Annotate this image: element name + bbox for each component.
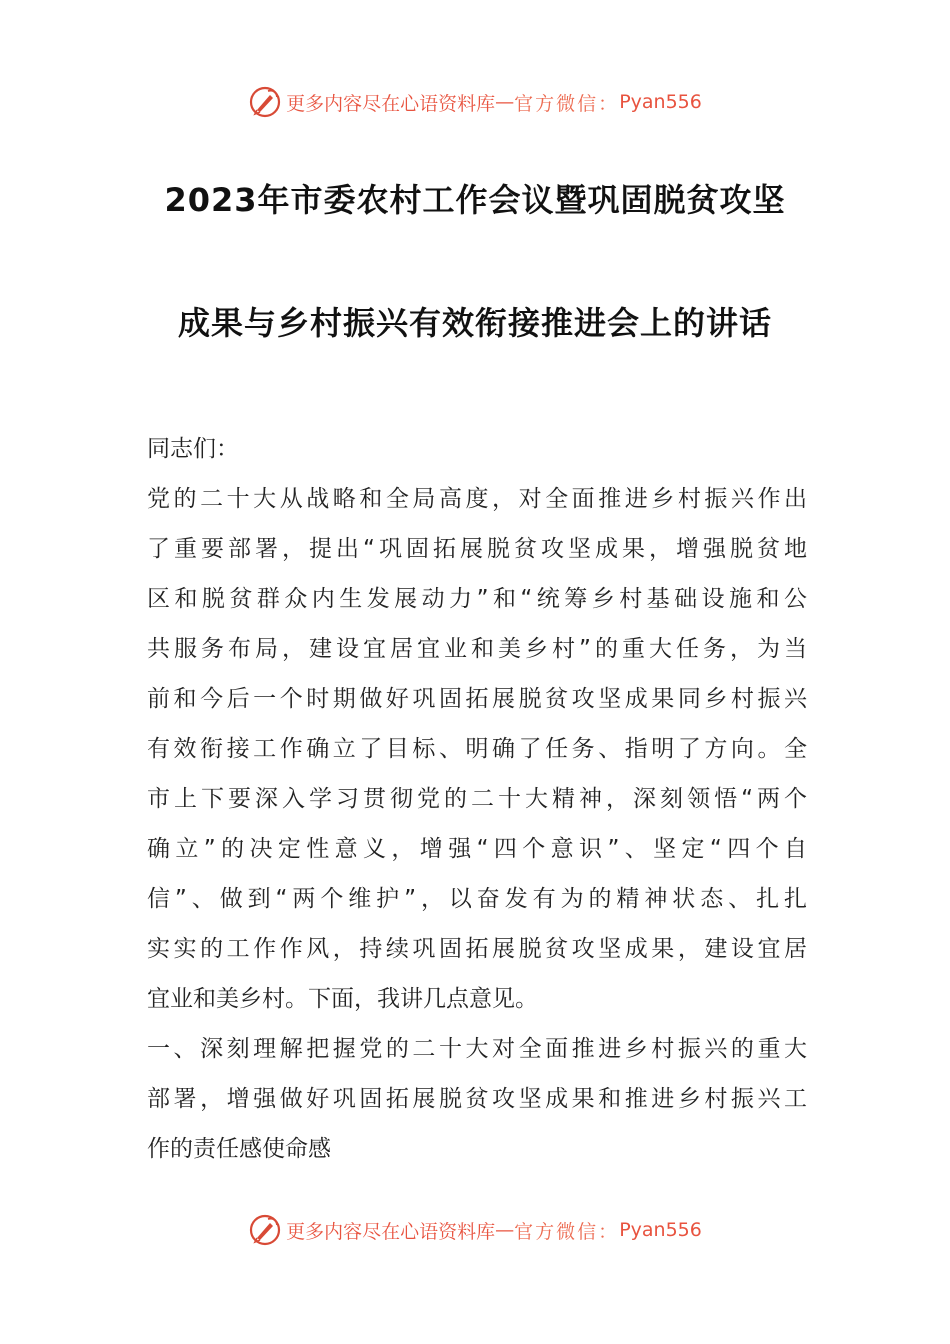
paragraph-line: 前和今后一个时期做好巩固拓展脱贫攻坚成果同乡村振兴 xyxy=(147,686,807,712)
paragraph-line: 市上下要深入学习贯彻党的二十大精神，深刻领悟“两个 xyxy=(147,786,807,812)
watermark-banner-top xyxy=(0,82,950,122)
document-title-line-1: 2023年市委农村工作会议暨巩固脱贫攻坚 xyxy=(164,181,786,219)
paragraph-line: 了重要部署，提出“巩固拓展脱贫攻坚成果，增强脱贫地 xyxy=(147,536,807,562)
watermark-official-label: 官方微信： xyxy=(514,92,620,115)
watermark-wechat-id: Pyan556 xyxy=(619,1219,702,1241)
watermark-official-label: 官方微信： xyxy=(514,1220,620,1243)
watermark-wechat-id: Pyan556 xyxy=(619,91,702,113)
document-body xyxy=(147,424,807,1174)
paragraph-line: 共服务布局，建设宜居宜业和美乡村”的重大任务，为当 xyxy=(147,636,807,662)
watermark-main-text: 更多内容尽在心语资料库 xyxy=(286,92,496,115)
paragraph-line: 党的二十大从战略和全局高度，对全面推进乡村振兴作出 xyxy=(147,486,807,512)
pen-feather-icon xyxy=(248,85,282,119)
watermark-main-text: 更多内容尽在心语资料库 xyxy=(286,1220,496,1243)
paragraph-line: 区和脱贫群众内生发展动力”和“统筹乡村基础设施和公 xyxy=(147,586,807,612)
paragraph-line: 宜业和美乡村。下面，我讲几点意见。 xyxy=(147,986,538,1012)
watermark-dash: — xyxy=(495,1219,515,1241)
section-heading-line: 作的责任感使命感 xyxy=(147,1136,331,1162)
paragraph-line: 信”、做到“两个维护”，以奋发有为的精神状态、扎扎 xyxy=(147,886,807,912)
watermark-banner-bottom xyxy=(0,1210,950,1250)
paragraph-line: 实实的工作作风，持续巩固拓展脱贫攻坚成果，建设宜居 xyxy=(147,936,807,962)
section-heading-line: 一、深刻理解把握党的二十大对全面推进乡村振兴的重大 xyxy=(147,1036,807,1062)
section-heading-line: 部署，增强做好巩固拓展脱贫攻坚成果和推进乡村振兴工 xyxy=(147,1086,807,1112)
pen-feather-icon xyxy=(248,1213,282,1247)
salutation: 同志们： xyxy=(147,436,239,462)
watermark-dash: — xyxy=(495,91,515,113)
document-title-line-2: 成果与乡村振兴有效衔接推进会上的讲话 xyxy=(177,304,772,342)
paragraph-line: 有效衔接工作确立了目标、明确了任务、指明了方向。全 xyxy=(147,736,807,762)
paragraph-line: 确立”的决定性意义，增强“四个意识”、坚定“四个自 xyxy=(147,836,807,862)
